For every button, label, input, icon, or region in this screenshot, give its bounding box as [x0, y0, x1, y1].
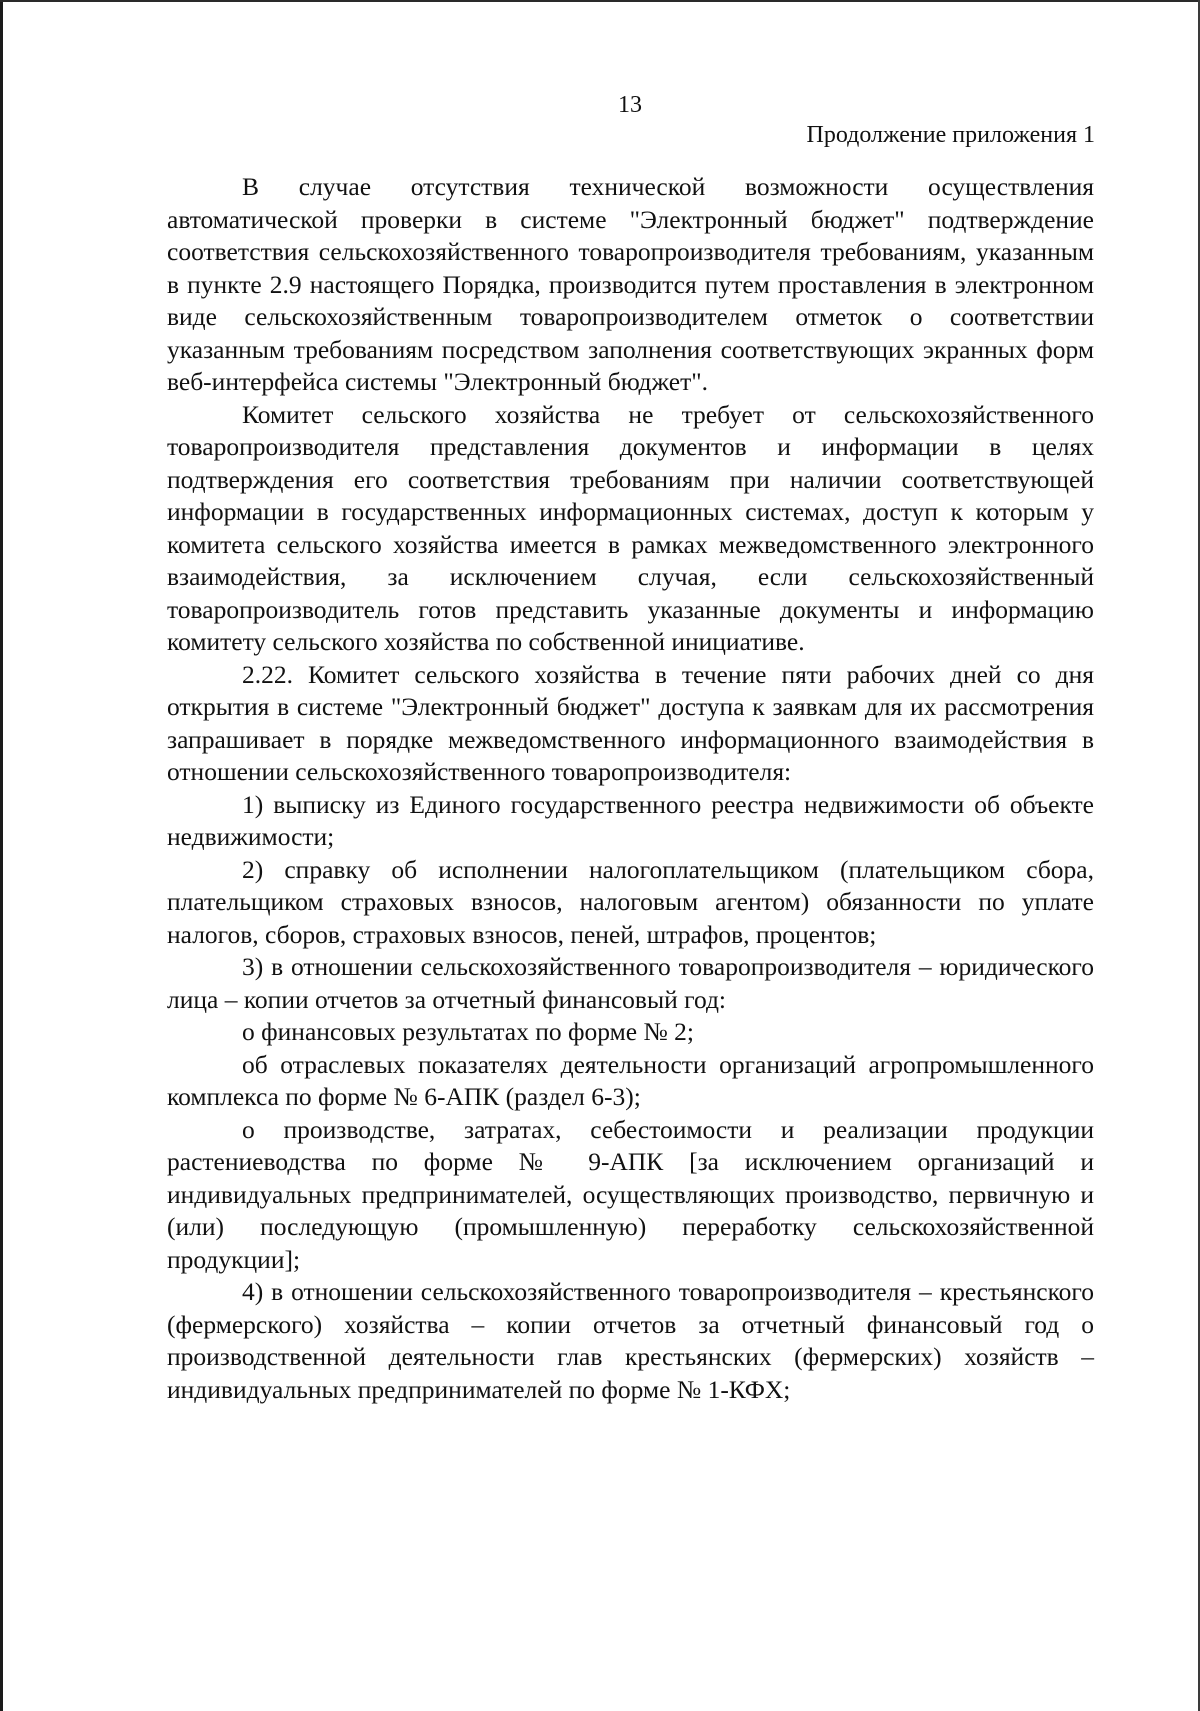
document-body [167, 171, 1094, 1406]
list-item-tax-certificate: 2) справку об исполнении налогоплательщиком (плательщиком сбора, плательщиком страховых взносов, налоговым агентом) обязанности по уплате налогов, сборов, страховых взносов, пеней, штрафов, процентов; [167, 854, 1094, 949]
paragraph-electronic-budget-check: В случае отсутствия технической возможности осуществления автоматической проверки в системе "Электронный бюджет" подтверждение соответствия сельскохозяйственного товаропроизводителя требованиям, указанным в пункте 2.9 настоящего Порядка, производится путем проставления в электронном виде сельскохозяйственным товаропроизводителем отметок о соответствии указанным требованиям посредством заполнения соответствующих экранных форм веб-интерфейса системы "Электронный бюджет". [167, 172, 1094, 396]
scan-edge-top [0, 0, 1200, 2]
list-item-legal-entity-reports: 3) в отношении сельскохозяйственного товаропроизводителя – юридического лица – копии отчетов за отчетный финансовый год: [167, 952, 1094, 1014]
list-item-farm-reports: 4) в отношении сельскохозяйственного товаропроизводителя – крестьянского (фермерского) хозяйства – копии отчетов за отчетный финансовый год о производственной деятельности глав крестьянских (фермерских) хозяйств – индивидуальных предпринимателей по форме № 1-КФХ; [167, 1277, 1094, 1404]
paragraph-clause-2-22: 2.22. Комитет сельского хозяйства в течение пяти рабочих дней со дня открытия в системе "Электронный бюджет" доступа к заявкам для их рассмотрения запрашивает в порядке межведомственного информационного взаимодействия в отношении сельскохозяйственного товаропроизводителя: [167, 659, 1094, 786]
paragraph-committee-no-documents: Комитет сельского хозяйства не требует от сельскохозяйственного товаропроизводителя представления документов и информации в целях подтверждения его соответствия требованиям при наличии соответствующей информации в государственных информационных системах, доступ к которым у комитета сельского хозяйства имеется в рамках межведомственного электронного взаимодействия, за исключением случая, если сельскохозяйственный товаропроизводитель готов представить указанные документы и информацию комитету сельского хозяйства по собственной инициативе. [167, 399, 1094, 656]
page-number: 13 [618, 92, 642, 118]
appendix-continuation-note: Продолжение приложения 1 [806, 122, 1095, 148]
sub-item-form-9-apk: о производстве, затратах, себестоимости и реализации продукции растениеводства по форме № 9-АПК [за исключением организаций и индивидуальных предпринимателей, осуществляющих производство, первичную и (или) последующую (промышленную) переработку сельскохозяйственной продукции]; [167, 1114, 1094, 1274]
list-item-real-estate-extract: 1) выписку из Единого государственного реестра недвижимости об объекте недвижимости; [167, 789, 1094, 851]
sub-item-form-2: о финансовых результатах по форме № 2; [242, 1017, 694, 1046]
scan-edge-left [0, 0, 3, 1711]
sub-item-form-6-apk: об отраслевых показателях деятельности организаций агропромышленного комплекса по форме № 6-АПК (раздел 6-3); [167, 1049, 1094, 1111]
